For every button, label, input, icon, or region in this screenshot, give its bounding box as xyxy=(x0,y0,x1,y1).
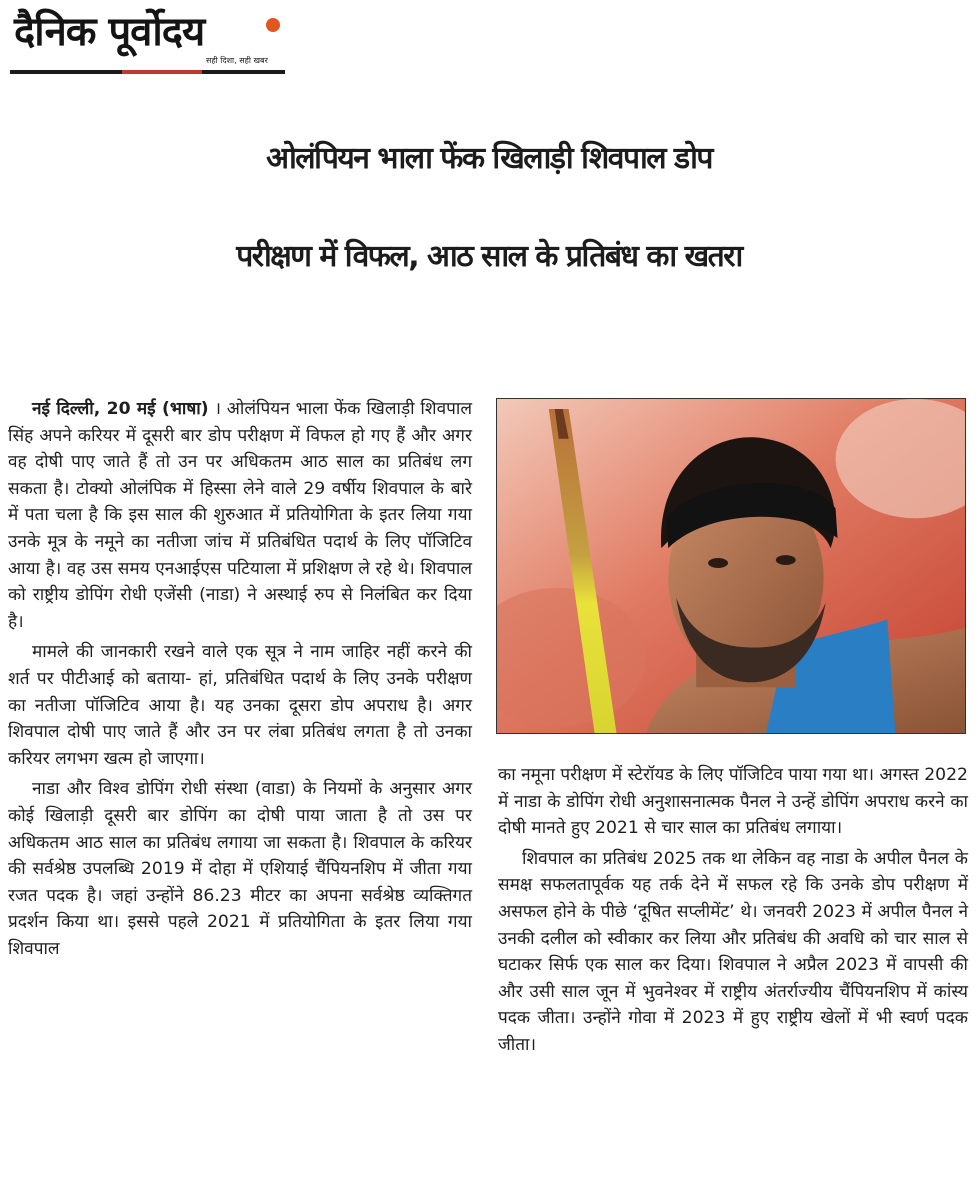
headline-line-2: परीक्षण में विफल, आठ साल के प्रतिबंध का खतरा xyxy=(236,239,742,274)
article-paragraph-2: मामले की जानकारी रखने वाले एक सूत्र ने नाम जाहिर नहीं करने की शर्त पर पीटीआई को बताया- हां, प्रतिबंधित पदार्थ के लिए उनके परीक्षण का नतीजा पॉजिटिव आया है। यह उनका दूसरा डोप अपराध है। अगर शिवपाल दोषी पाए जाते हैं और उन पर लंबा प्रतिबंध लगता है तो उनका करियर लगभग खत्म हो जाएगा। xyxy=(8,642,472,769)
athlete-photo-illustration xyxy=(497,399,965,733)
article-column-left xyxy=(8,396,472,962)
headline-line-1: ओलंपियन भाला फेंक खिलाड़ी शिवपाल डोप xyxy=(266,141,712,176)
article-paragraph-5: शिवपाल का प्रतिबंध 2025 तक था लेकिन वह नाडा के अपील पैनल के समक्ष सफलतापूर्वक यह तर्क देने में सफल रहे कि उनके डोप परीक्षण में असफल होने के पीछे ‘दूषित सप्लीमेंट’ थे। जनवरी 2023 में अपील पैनल ने उनकी दलील को स्वीकार कर लिया और प्रतिबंध की अवधि को चार साल से घटाकर सिर्फ एक साल कर दिया। शिवपाल ने अप्रैल 2023 में वापसी की और उसी साल जून में भुवनेश्वर में राष्ट्रीय अंतर्राज्यीय चैंपियनशिप में कांस्य पदक जीता। उन्होंने गोवा में 2023 में हुए राष्ट्रीय खेलों में भी स्वर्ण पदक जीता। xyxy=(498,848,968,1055)
article-paragraph-1 xyxy=(8,396,472,635)
dateline: नई दिल्ली, 20 मई (भाषा) xyxy=(32,399,209,419)
article-paragraph-1-text: । ओलंपियन भाला फेंक खिलाड़ी शिवपाल सिंह अपने करियर में दूसरी बार डोप परीक्षण में विफल हो गए हैं और अगर वह दोषी पाए जाते हैं तो उन पर अधिकतम आठ साल का प्रतिबंध लग सकता है। टोक्यो ओलंपिक में हिस्सा लेने वाले 29 वर्षीय शिवपाल के बारे में पता चला है कि इस साल की शुरुआत में प्रतियोगिता के इतर लिया गया उनके मूत्र के नमूने का नतीजा जांच में प्रतिबंधित पदार्थ के लिए पॉजिटिव आया है। वह उस समय एनआईएस पटियाला में प्रशिक्षण ले रहे थे। शिवपाल को राष्ट्रीय डोपिंग रोधी एजेंसी (नाडा) ने अस्थाई रुप से निलंबित कर दिया है। xyxy=(8,399,472,632)
masthead-tagline: सही दिशा, सही खबर xyxy=(206,56,268,65)
masthead-dot-icon xyxy=(266,18,280,32)
article-column-right xyxy=(498,762,968,1059)
article-paragraph-4: का नमूना परीक्षण में स्टेरॉयड के लिए पॉजिटिव पाया गया था। अगस्त 2022 में नाडा के डोपिंग रोधी अनुशासनात्मक पैनल ने उन्हें डोपिंग अपराध करने का दोषी मानते हुए 2021 से चार साल का प्रतिबंध लगाया। xyxy=(498,765,968,839)
article-paragraph-3: नाडा और विश्व डोपिंग रोधी संस्था (वाडा) के नियमों के अनुसार अगर कोई खिलाड़ी दूसरी बार डोपिंग का दोषी पाया जाता है तो उस पर अधिकतम आठ साल का प्रतिबंध लगाया जा सकता है। शिवपाल के करियर की सर्वश्रेष्ठ उपलब्धि 2019 में दोहा में एशियाई चैंपियनशिप में जीता गया रजत पदक है। जहां उन्होंने 86.23 मीटर का अपना सर्वश्रेष्ठ व्यक्तिगत प्रदर्शन किया था। इससे पहले 2021 में प्रतियोगिता के इतर लिया गया शिवपाल xyxy=(8,779,472,959)
masthead-rule-accent xyxy=(122,70,202,74)
masthead-title: दैनिक पूर्वोदय xyxy=(14,9,205,55)
headline xyxy=(6,110,972,306)
masthead xyxy=(10,6,285,74)
athlete-photo xyxy=(496,398,966,734)
